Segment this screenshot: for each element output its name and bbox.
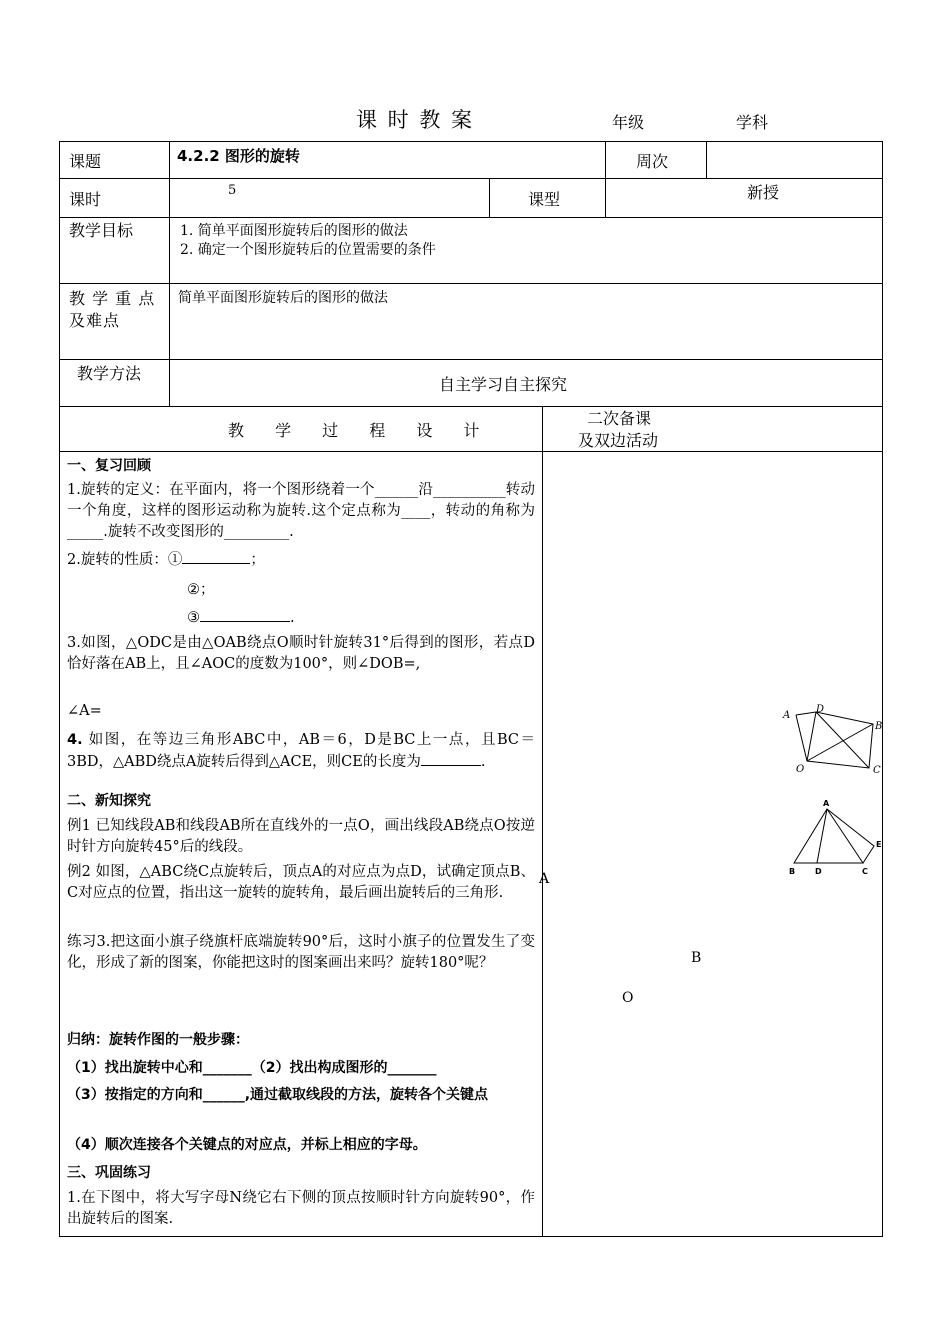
property-3: ③ . — [187, 607, 295, 626]
answer-blank — [182, 549, 250, 564]
point-label-a: A — [539, 871, 550, 887]
property-2: ②； — [187, 582, 215, 598]
fig1-label-b: B — [875, 721, 883, 732]
example-2: 例2 如图，△ABC绕C点旋转后，顶点A的对应点为点D，试确定顶点B、C对应点的位置，指出这一旋转的旋转角，最后画出旋转后的三角形. — [67, 864, 535, 901]
goal-item-1: 1. 简单平面图形旋转后的图形的做法 — [180, 223, 408, 239]
type-label: 课型 — [528, 190, 561, 209]
practice-3: 练习3.把这面小旗子绕旗杆底端旋转90°后，这时小旗子的位置发生了变化，形成了新的图案，你能把这时的图案画出来吗？旋转180°呢？ — [67, 934, 535, 971]
example-1: 例1 已知线段AB和线段AB所在直线外的一点O，画出线段AB绕点O按逆时针方向旋转45°后的线段。 — [67, 818, 535, 855]
fig2-label-d: D — [815, 867, 822, 876]
table-border-top — [59, 141, 883, 142]
goal-item-2: 2. 确定一个图形旋转后的位置需要的条件 — [180, 242, 436, 258]
answer-blank — [421, 751, 481, 766]
keypoints-value: 简单平面图形旋转后的图形的做法 — [178, 290, 388, 306]
fig1-label-o: O — [796, 764, 805, 775]
rotation-properties: 2.旋转的性质：① ； — [67, 548, 265, 569]
table-line — [169, 141, 170, 406]
table-border-right — [882, 141, 883, 1237]
type-value: 新授 — [747, 183, 780, 202]
summary-step-1: （1）找出旋转中心和_______（2）找出构成图形的_______ — [67, 1060, 437, 1076]
question-4: 4. 如图，在等边三角形ABC中，AB＝6，D是BC上一点，且BC＝3BD，△ABD绕点A旋转后得到△ACE，则CE的长度为 . — [67, 732, 535, 770]
table-line — [59, 451, 883, 452]
fig2-label-e: E — [876, 840, 882, 849]
practice-question-1: 1.在下图中，将大写字母N绕它右下侧的顶点按顺时针方向旋转90°，作出旋转后的图案. — [67, 1190, 535, 1227]
method-value: 自主学习自主探究 — [439, 375, 568, 394]
hours-value: 5 — [228, 183, 237, 198]
table-line — [59, 406, 883, 407]
figure-triangle-odc — [780, 700, 890, 780]
section-review-title: 一、复习回顾 — [67, 458, 151, 474]
table-line — [489, 178, 490, 217]
keypoints-label: 教 学 重 点 及难点 — [69, 289, 156, 330]
topic-value: 4.2.2 图形的旋转 — [177, 147, 300, 165]
week-label: 周次 — [636, 152, 669, 171]
answer-blank — [200, 607, 290, 622]
table-line — [59, 217, 883, 218]
table-line — [706, 141, 707, 178]
summary-step-4: （4）顺次连接各个关键点的对应点，并标上相应的字母。 — [67, 1137, 427, 1153]
figure-equilateral-triangle — [782, 795, 887, 880]
table-line — [59, 178, 883, 179]
table-line — [59, 283, 883, 284]
topic-label: 课题 — [69, 152, 102, 171]
page-title: 课 时 教 案 — [356, 108, 475, 132]
method-label: 教学方法 — [77, 364, 142, 383]
summary-title: 归纳：旋转作图的一般步骤： — [67, 1032, 249, 1048]
fig1-label-c: C — [873, 765, 881, 776]
fig2-label-a: A — [823, 799, 830, 808]
rotation-definition: 1.旋转的定义：在平面内，将一个图形绕着一个______沿__________转动一个角度，这样的图形运动称为旋转.这个定点称为____，转动的角称为_____.旋转不改变图形的_________. — [67, 482, 535, 540]
summary-step-3: （3）按指定的方向和______,通过截取线段的方法，旋转各个关键点 — [67, 1087, 489, 1103]
point-label-o: O — [622, 990, 634, 1006]
table-border-bottom — [59, 1236, 883, 1237]
process-header: 教 学 过 程 设 计 — [228, 421, 486, 440]
goals-label: 教学目标 — [69, 221, 134, 240]
section-practice-title: 三、巩固练习 — [67, 1165, 151, 1181]
subject-label: 学科 — [736, 113, 769, 132]
point-label-b: B — [691, 950, 702, 966]
fig2-label-b: B — [789, 867, 796, 876]
table-border-left — [59, 141, 60, 1237]
fig1-label-d: D — [816, 704, 825, 715]
question-3: 3.如图，△ODC是由△OAB绕点O顺时针旋转31°后得到的图形，若点D恰好落在AB上，且∠AOC的度数为100°，则∠DOB=, — [67, 635, 535, 672]
side-header-line2: 及双边活动 — [578, 431, 659, 450]
table-line — [605, 141, 606, 217]
fig1-label-a: A — [783, 710, 791, 721]
section-new-knowledge-title: 二、新知探究 — [67, 793, 151, 809]
side-header-line1: 二次备课 — [587, 409, 652, 428]
table-line — [59, 359, 883, 360]
grade-label: 年级 — [612, 113, 645, 132]
table-line — [542, 406, 543, 1237]
fig2-label-c: C — [862, 867, 868, 876]
hours-label: 课时 — [69, 190, 102, 209]
question-3-angle-a: ∠A= — [67, 703, 102, 719]
